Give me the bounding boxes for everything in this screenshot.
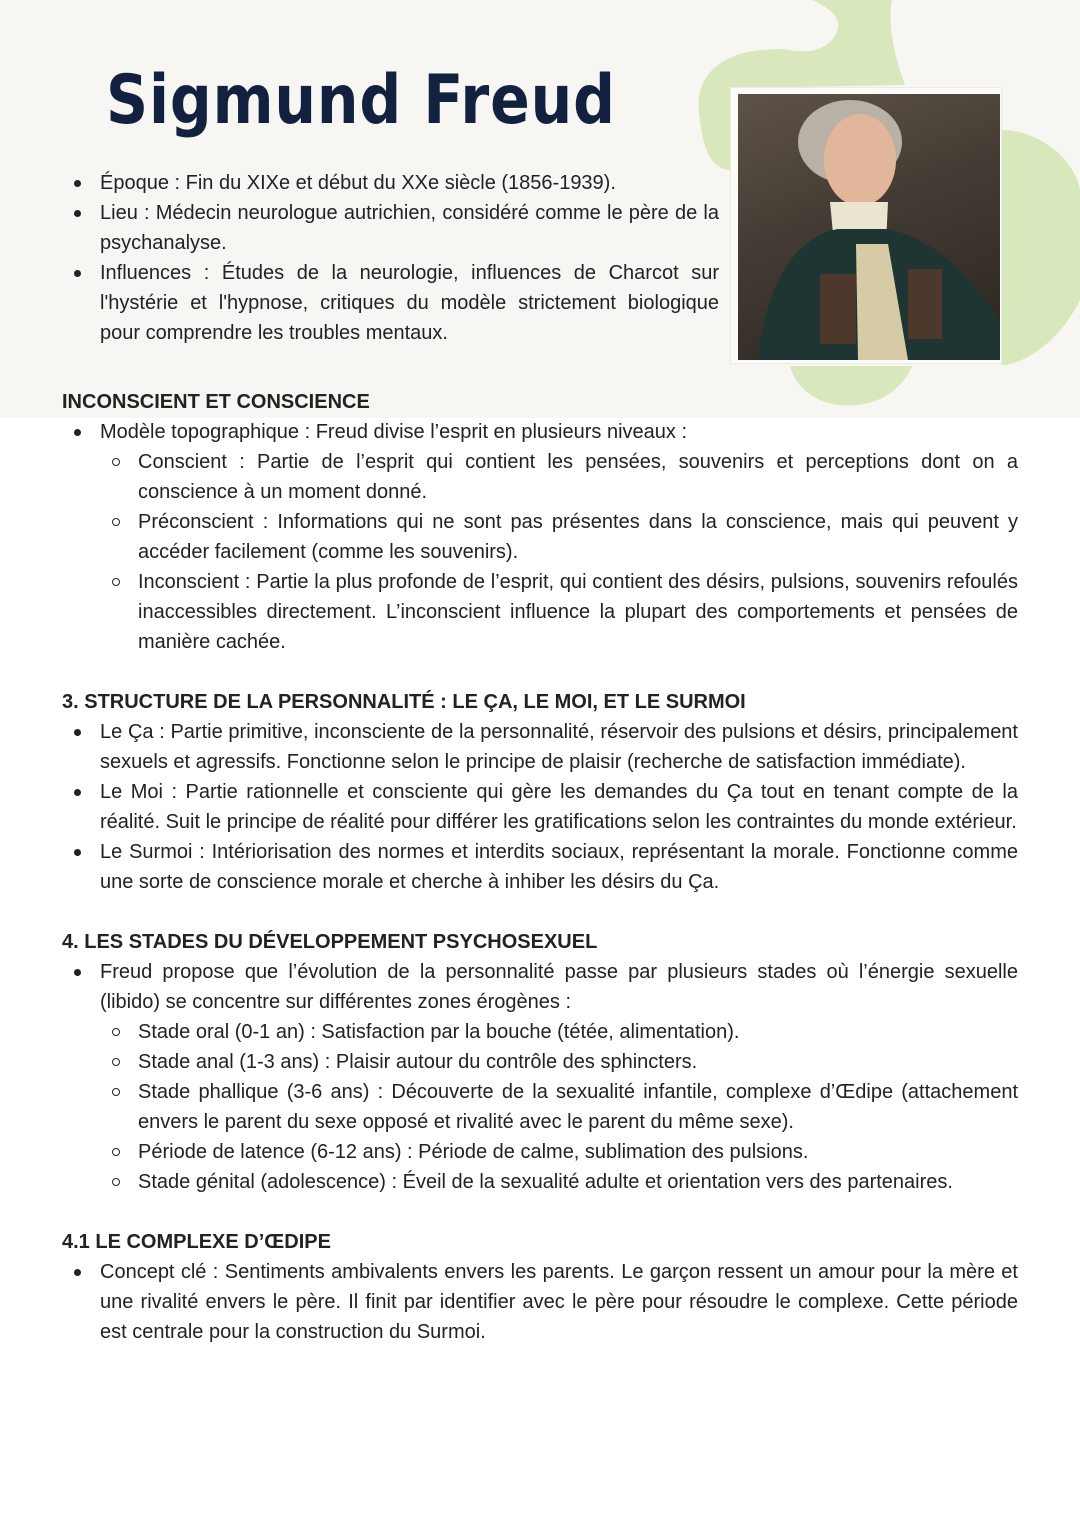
sub-list xyxy=(100,447,1018,657)
list-item: Le Surmoi : Intériorisation des normes et interdits sociaux, représentant la morale. Fonctionne comme une sorte de conscience morale et cherche à inhiber les désirs du Ça. xyxy=(62,837,1018,897)
intro-list xyxy=(62,168,719,348)
list-item xyxy=(62,957,1018,1197)
sub-list-item: Inconscient : Partie la plus profonde de l’esprit, qui contient des désirs, pulsions, souvenirs refoulés inaccessibles directement. L’inconscient influence la plupart des comportements et pensées de manière cachée. xyxy=(100,567,1018,657)
intro-item-epoque: Époque : Fin du XIXe et début du XXe siècle (1856-1939). xyxy=(62,168,719,198)
sub-list-item: Stade oral (0-1 an) : Satisfaction par la bouche (tétée, alimentation). xyxy=(100,1017,1018,1047)
list-item: Le Moi : Partie rationnelle et consciente qui gère les demandes du Ça tout en tenant compte de la réalité. Suit le principe de réalité pour différer les gratifications selon les contraintes du monde extérieur. xyxy=(62,777,1018,837)
portrait-image xyxy=(738,94,1000,360)
portrait-embroidery xyxy=(908,269,942,339)
page-title: Sigmund Freud xyxy=(106,61,616,140)
list-item-text: Modèle topographique : Freud divise l’esprit en plusieurs niveaux : xyxy=(100,421,688,443)
sub-list-item: Préconscient : Informations qui ne sont pas présentes dans la conscience, mais qui peuvent y accéder facilement (comme les souvenirs). xyxy=(100,507,1018,567)
section-oedipe xyxy=(62,1227,1018,1347)
portrait-frame xyxy=(731,88,1001,363)
section-heading: 4.1 LE COMPLEXE D’ŒDIPE xyxy=(62,1231,331,1253)
green-blob-right xyxy=(1001,130,1080,365)
green-blob-top xyxy=(731,0,905,88)
list-item: Concept clé : Sentiments ambivalents envers les parents. Le garçon ressent un amour pour la mère et une rivalité envers le père. Il finit par identifier avec le père pour résoudre le complexe. Cette période est centrale pour la construction du Surmoi. xyxy=(62,1257,1018,1347)
section-list xyxy=(62,957,1018,1197)
section-heading: INCONSCIENT ET CONSCIENCE xyxy=(62,391,370,413)
intro-list-container xyxy=(62,168,719,348)
section-list xyxy=(62,1257,1018,1347)
list-item: Le Ça : Partie primitive, inconsciente de la personnalité, réservoir des pulsions et désirs, principalement sexuels et agressifs. Fonctionne selon le principe de plaisir (recherche de satisfaction immédiate). xyxy=(62,717,1018,777)
portrait-face xyxy=(824,114,896,206)
intro-item-influences: Influences : Études de la neurologie, influences de Charcot sur l'hystérie et l'hypnose, critiques du modèle strictement biologique pour comprendre les troubles mentaux. xyxy=(62,258,719,348)
sub-list-item: Période de latence (6-12 ans) : Période de calme, sublimation des pulsions. xyxy=(100,1137,1018,1167)
sub-list-item: Stade phallique (3-6 ans) : Découverte de la sexualité infantile, complexe d’Œdipe (attachement envers le parent du sexe opposé et rivalité avec le parent du même sexe). xyxy=(100,1077,1018,1137)
list-item xyxy=(62,417,1018,657)
section-heading: 3. STRUCTURE DE LA PERSONNALITÉ : LE ÇA, LE MOI, ET LE SURMOI xyxy=(62,691,746,713)
intro-item-lieu: Lieu : Médecin neurologue autrichien, considéré comme le père de la psychanalyse. xyxy=(62,198,719,258)
section-structure xyxy=(62,687,1018,897)
section-list xyxy=(62,717,1018,897)
section-stades xyxy=(62,927,1018,1197)
sub-list-item: Stade génital (adolescence) : Éveil de la sexualité adulte et orientation vers des partenaires. xyxy=(100,1167,1018,1197)
portrait-illustration xyxy=(738,94,1000,360)
sub-list xyxy=(100,1017,1018,1197)
section-list xyxy=(62,417,1018,657)
sub-list-item: Conscient : Partie de l’esprit qui contient les pensées, souvenirs et perceptions dont on a conscience à un moment donné. xyxy=(100,447,1018,507)
section-inconscient xyxy=(62,387,1018,657)
sub-list-item: Stade anal (1-3 ans) : Plaisir autour du contrôle des sphincters. xyxy=(100,1047,1018,1077)
main-content xyxy=(62,387,1018,1377)
list-item-text: Freud propose que l’évolution de la personnalité passe par plusieurs stades où l’énergie sexuelle (libido) se concentre sur différentes zones érogènes : xyxy=(100,961,1018,1013)
portrait-embroidery xyxy=(820,274,856,344)
section-heading: 4. LES STADES DU DÉVELOPPEMENT PSYCHOSEXUEL xyxy=(62,931,598,953)
